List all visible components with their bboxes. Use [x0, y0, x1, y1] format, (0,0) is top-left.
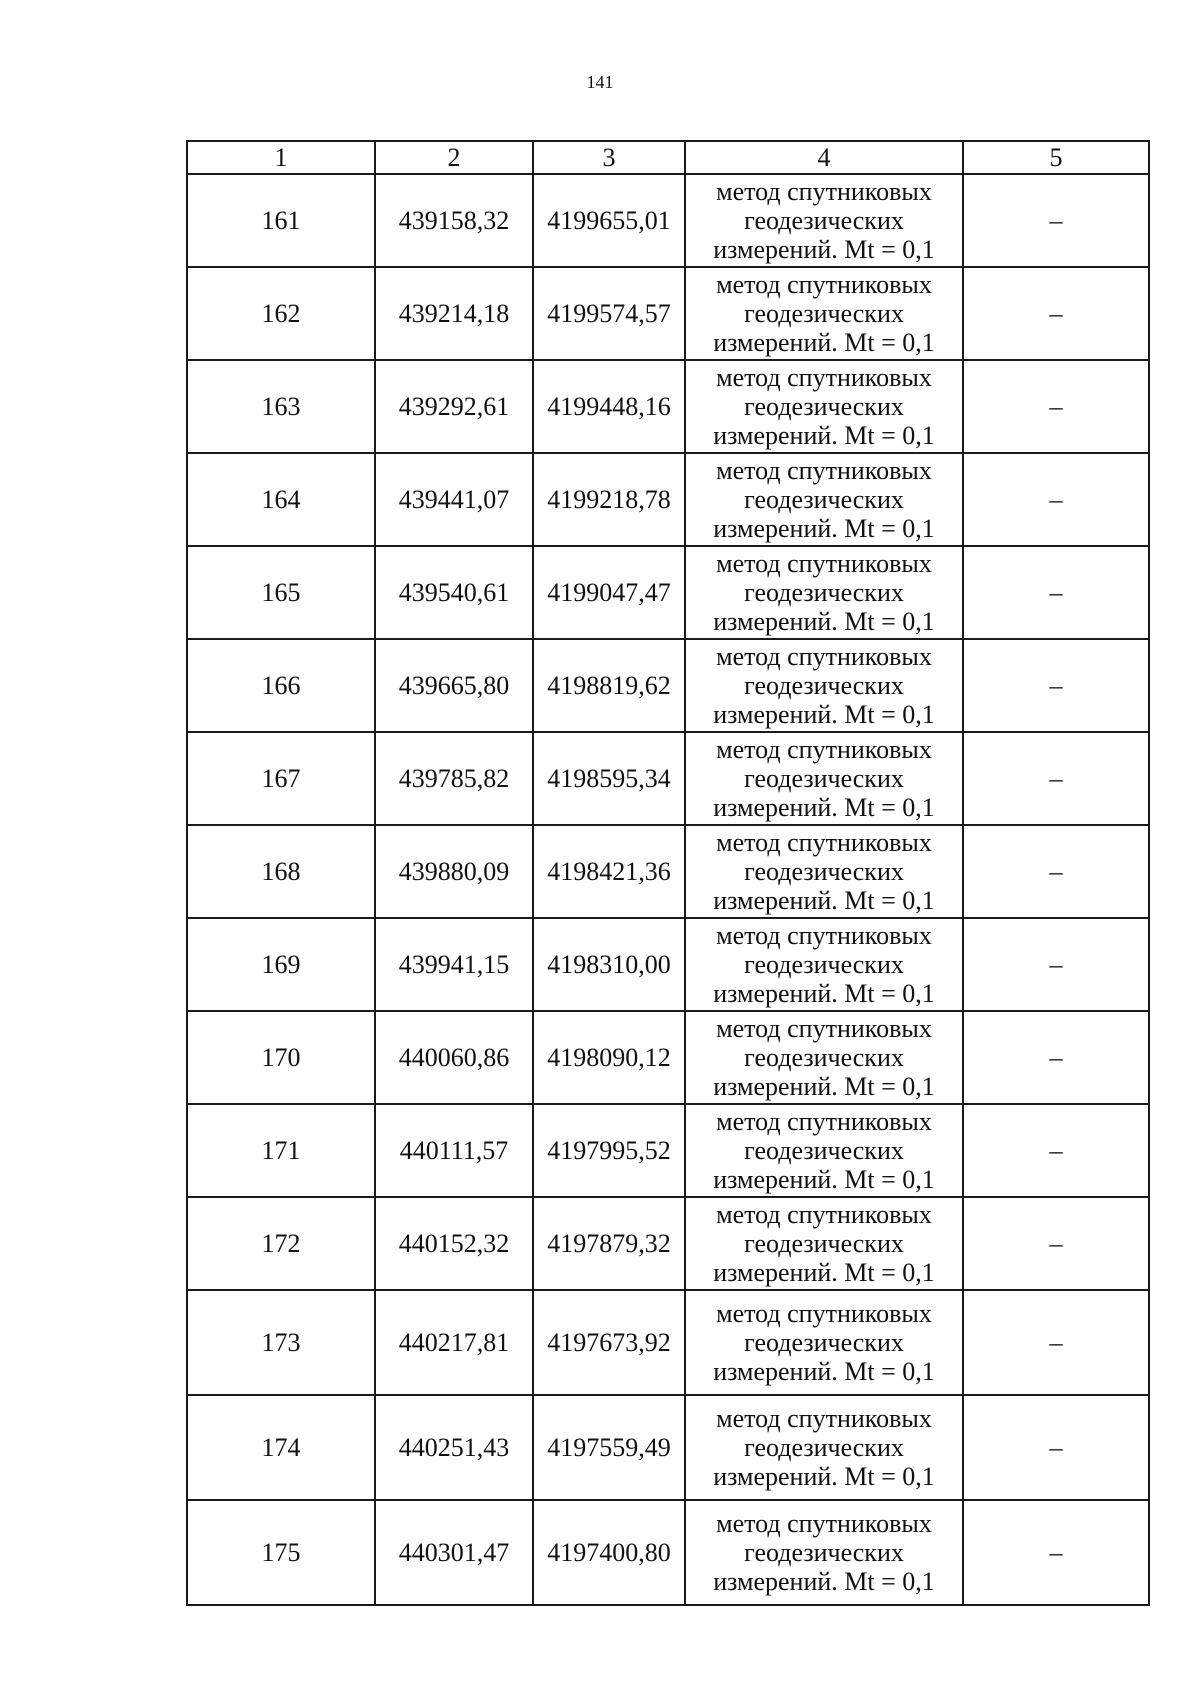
table-row — [187, 1197, 1149, 1290]
note-cell: – — [963, 1104, 1149, 1197]
table-row — [187, 825, 1149, 918]
table-row — [187, 546, 1149, 639]
point-number-cell: 161 — [187, 174, 375, 267]
x-coordinate-cell: 440152,32 — [375, 1197, 533, 1290]
x-coordinate-cell: 440111,57 — [375, 1104, 533, 1197]
method-line: метод спутниковых — [716, 1200, 932, 1229]
point-number-cell: 169 — [187, 918, 375, 1011]
table-row — [187, 1290, 1149, 1395]
method-line: метод спутниковых — [716, 828, 932, 857]
table-row — [187, 732, 1149, 825]
method-line: геодезических — [744, 1328, 904, 1357]
method-cell — [685, 732, 963, 825]
page-number: 141 — [586, 72, 614, 92]
method-cell — [685, 1197, 963, 1290]
method-line: геодезических — [744, 1538, 904, 1567]
method-line: геодезических — [744, 1229, 904, 1258]
x-coordinate-cell: 439292,61 — [375, 360, 533, 453]
point-number-cell: 175 — [187, 1500, 375, 1605]
method-line: геодезических — [744, 392, 904, 421]
method-line: измерений. Mt = 0,1 — [713, 1462, 935, 1491]
table-row — [187, 1500, 1149, 1605]
table-header — [187, 141, 1149, 174]
y-coordinate-cell: 4199574,57 — [533, 267, 685, 360]
method-line: измерений. Mt = 0,1 — [713, 793, 935, 822]
method-line: метод спутниковых — [716, 1299, 932, 1328]
header-row — [187, 141, 1149, 174]
y-coordinate-cell: 4199047,47 — [533, 546, 685, 639]
x-coordinate-cell: 440217,81 — [375, 1290, 533, 1395]
note-cell: – — [963, 918, 1149, 1011]
method-line: геодезических — [744, 578, 904, 607]
header-col-5: 5 — [963, 141, 1149, 174]
note-cell: – — [963, 732, 1149, 825]
method-line: геодезических — [744, 671, 904, 700]
note-cell: – — [963, 546, 1149, 639]
method-cell — [685, 1290, 963, 1395]
method-cell — [685, 1104, 963, 1197]
method-line: измерений. Mt = 0,1 — [713, 886, 935, 915]
point-number-cell: 166 — [187, 639, 375, 732]
method-line: геодезических — [744, 206, 904, 235]
point-number-cell: 168 — [187, 825, 375, 918]
method-cell — [685, 1011, 963, 1104]
x-coordinate-cell: 440060,86 — [375, 1011, 533, 1104]
method-cell — [685, 360, 963, 453]
method-line: геодезических — [744, 1043, 904, 1072]
note-cell: – — [963, 1197, 1149, 1290]
method-line: геодезических — [744, 1136, 904, 1165]
method-line: метод спутниковых — [716, 735, 932, 764]
x-coordinate-cell: 439785,82 — [375, 732, 533, 825]
y-coordinate-cell: 4197400,80 — [533, 1500, 685, 1605]
x-coordinate-cell: 439441,07 — [375, 453, 533, 546]
method-line: метод спутниковых — [716, 921, 932, 950]
method-line: геодезических — [744, 950, 904, 979]
point-number-cell: 171 — [187, 1104, 375, 1197]
method-line: измерений. Mt = 0,1 — [713, 235, 935, 264]
method-line: измерений. Mt = 0,1 — [713, 328, 935, 357]
point-number-cell: 174 — [187, 1395, 375, 1500]
method-line: геодезических — [744, 857, 904, 886]
method-line: измерений. Mt = 0,1 — [713, 700, 935, 729]
method-cell — [685, 639, 963, 732]
note-cell: – — [963, 453, 1149, 546]
note-cell: – — [963, 825, 1149, 918]
x-coordinate-cell: 439540,61 — [375, 546, 533, 639]
y-coordinate-cell: 4197995,52 — [533, 1104, 685, 1197]
header-col-3: 3 — [533, 141, 685, 174]
method-line: измерений. Mt = 0,1 — [713, 1165, 935, 1194]
point-number-cell: 170 — [187, 1011, 375, 1104]
x-coordinate-cell: 440301,47 — [375, 1500, 533, 1605]
method-line: метод спутниковых — [716, 363, 932, 392]
method-line: измерений. Mt = 0,1 — [713, 1357, 935, 1386]
x-coordinate-cell: 439158,32 — [375, 174, 533, 267]
y-coordinate-cell: 4199218,78 — [533, 453, 685, 546]
y-coordinate-cell: 4197673,92 — [533, 1290, 685, 1395]
header-col-2: 2 — [375, 141, 533, 174]
method-line: измерений. Mt = 0,1 — [713, 421, 935, 450]
y-coordinate-cell: 4198310,00 — [533, 918, 685, 1011]
header-col-4: 4 — [685, 141, 963, 174]
note-cell: – — [963, 1395, 1149, 1500]
table-row — [187, 267, 1149, 360]
method-cell — [685, 918, 963, 1011]
method-line: метод спутниковых — [716, 1509, 932, 1538]
method-line: измерений. Mt = 0,1 — [713, 1567, 935, 1596]
table-row — [187, 360, 1149, 453]
method-cell — [685, 546, 963, 639]
y-coordinate-cell: 4198090,12 — [533, 1011, 685, 1104]
method-line: метод спутниковых — [716, 1107, 932, 1136]
table-row — [187, 1011, 1149, 1104]
method-line: метод спутниковых — [716, 270, 932, 299]
method-cell — [685, 453, 963, 546]
point-number-cell: 164 — [187, 453, 375, 546]
y-coordinate-cell: 4199448,16 — [533, 360, 685, 453]
method-cell — [685, 174, 963, 267]
method-line: метод спутниковых — [716, 456, 932, 485]
method-cell — [685, 1395, 963, 1500]
note-cell: – — [963, 1011, 1149, 1104]
point-number-cell: 172 — [187, 1197, 375, 1290]
x-coordinate-cell: 439214,18 — [375, 267, 533, 360]
point-number-cell: 167 — [187, 732, 375, 825]
y-coordinate-cell: 4197879,32 — [533, 1197, 685, 1290]
header-col-1: 1 — [187, 141, 375, 174]
method-line: метод спутниковых — [716, 1014, 932, 1043]
method-cell — [685, 1500, 963, 1605]
point-number-cell: 165 — [187, 546, 375, 639]
table-row — [187, 1395, 1149, 1500]
table-row — [187, 918, 1149, 1011]
method-line: метод спутниковых — [716, 177, 932, 206]
note-cell: – — [963, 174, 1149, 267]
x-coordinate-cell: 439665,80 — [375, 639, 533, 732]
x-coordinate-cell: 439941,15 — [375, 918, 533, 1011]
method-line: измерений. Mt = 0,1 — [713, 514, 935, 543]
note-cell: – — [963, 1290, 1149, 1395]
point-number-cell: 173 — [187, 1290, 375, 1395]
x-coordinate-cell: 440251,43 — [375, 1395, 533, 1500]
y-coordinate-cell: 4197559,49 — [533, 1395, 685, 1500]
method-line: метод спутниковых — [716, 642, 932, 671]
coordinates-table — [186, 140, 1150, 1606]
method-line: метод спутниковых — [716, 1404, 932, 1433]
table-row — [187, 1104, 1149, 1197]
method-cell — [685, 825, 963, 918]
note-cell: – — [963, 639, 1149, 732]
table-row — [187, 639, 1149, 732]
table-row — [187, 453, 1149, 546]
method-line: измерений. Mt = 0,1 — [713, 607, 935, 636]
method-line: геодезических — [744, 1433, 904, 1462]
method-line: геодезических — [744, 299, 904, 328]
method-line: геодезических — [744, 764, 904, 793]
point-number-cell: 162 — [187, 267, 375, 360]
method-cell — [685, 267, 963, 360]
x-coordinate-cell: 439880,09 — [375, 825, 533, 918]
y-coordinate-cell: 4198595,34 — [533, 732, 685, 825]
y-coordinate-cell: 4198819,62 — [533, 639, 685, 732]
y-coordinate-cell: 4198421,36 — [533, 825, 685, 918]
note-cell: – — [963, 360, 1149, 453]
method-line: геодезических — [744, 485, 904, 514]
note-cell: – — [963, 1500, 1149, 1605]
table-row — [187, 174, 1149, 267]
method-line: метод спутниковых — [716, 549, 932, 578]
note-cell: – — [963, 267, 1149, 360]
method-line: измерений. Mt = 0,1 — [713, 1072, 935, 1101]
method-line: измерений. Mt = 0,1 — [713, 979, 935, 1008]
method-line: измерений. Mt = 0,1 — [713, 1258, 935, 1287]
table-body — [187, 174, 1149, 1605]
y-coordinate-cell: 4199655,01 — [533, 174, 685, 267]
point-number-cell: 163 — [187, 360, 375, 453]
